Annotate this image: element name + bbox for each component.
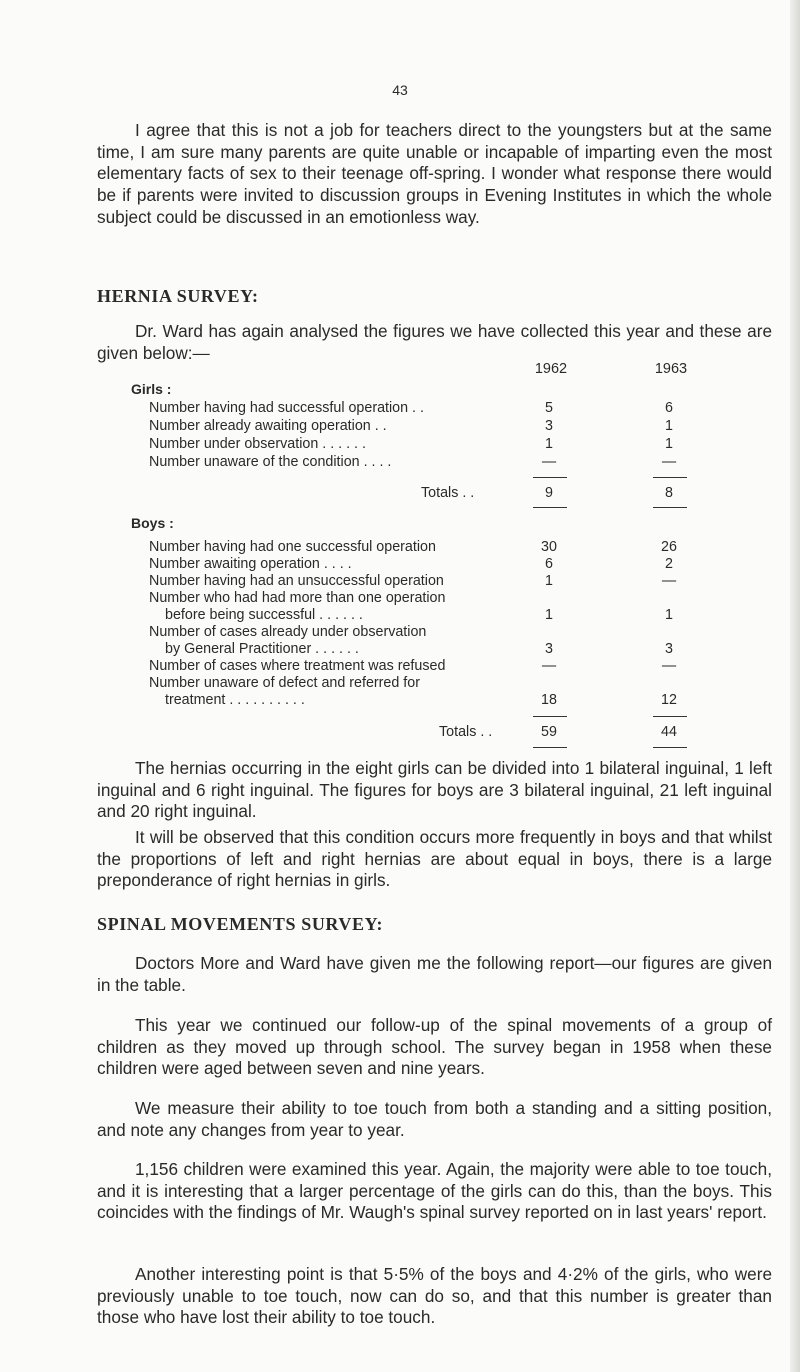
table-row xyxy=(149,675,729,693)
heading-hernia-survey: HERNIA SURVEY: xyxy=(97,286,259,306)
value-1962: 1 xyxy=(545,607,553,623)
row-label: Number unaware of the condition . . . . xyxy=(149,454,392,470)
paragraph-spinal-results: 1,156 children were examined this year. Again, the majority were able to toe touch, and it is interesting that a larger percentage of the girls can do this, than the boys. This coincides with the findings of Mr. Waugh's spinal survey reported on in last years' report. xyxy=(97,1159,772,1223)
value-1962: 6 xyxy=(545,556,553,572)
value-1963: — xyxy=(661,454,677,470)
paragraph-hernia-types: The hernias occurring in the eight girls can be divided into 1 bilateral inguinal, 1 left inguinal and 6 right inguinal. The figures for boys are 3 bilateral inguinal, 21 left inguinal and 20 right inguinal. xyxy=(97,758,772,822)
value-1962: 1 xyxy=(545,573,553,589)
totals-rule xyxy=(533,477,567,478)
total-1962: 9 xyxy=(545,485,553,501)
paragraph-spinal-measure: We measure their ability to toe touch from both a standing and a sitting position, and note any changes from year to year. xyxy=(97,1098,772,1140)
totals-label: Totals . . xyxy=(439,724,493,740)
boys-section-title: Boys : xyxy=(131,515,174,531)
row-label: Number of cases already under observation xyxy=(149,624,427,640)
row-label: before being successful . . . . . . xyxy=(165,607,363,623)
row-label: Number under observation . . . . . . xyxy=(149,436,366,452)
totals-rule xyxy=(653,507,687,508)
totals-rule xyxy=(653,477,687,478)
table-row xyxy=(149,607,729,625)
totals-rule xyxy=(653,716,687,717)
row-label: treatment . . . . . . . . . . xyxy=(165,692,305,708)
value-1963: 1 xyxy=(665,607,673,623)
row-label: Number having had one successful operation xyxy=(149,539,436,555)
total-1962: 59 xyxy=(541,724,557,740)
paragraph-spinal-report: Doctors More and Ward have given me the following report—our figures are given in the table. xyxy=(97,953,772,995)
boys-totals-row xyxy=(149,724,729,742)
value-1963: — xyxy=(661,573,677,589)
table-row xyxy=(149,556,729,574)
table-row xyxy=(149,400,729,418)
value-1963: 1 xyxy=(665,418,673,434)
table-year-1962: 1962 xyxy=(534,361,568,377)
value-1962: — xyxy=(541,454,557,470)
table-row xyxy=(149,624,729,642)
table-row xyxy=(149,590,729,608)
value-1962: 30 xyxy=(541,539,557,555)
row-label: Number unaware of defect and referred for xyxy=(149,675,420,691)
value-1963: 12 xyxy=(661,692,677,708)
value-1962: 5 xyxy=(545,400,553,416)
value-1963: 6 xyxy=(665,400,673,416)
row-label: Number of cases where treatment was refused xyxy=(149,658,446,674)
paragraph-sex-education: I agree that this is not a job for teachers direct to the youngsters but at the same time, I am sure many parents are quite unable or incapable of imparting even the most elementary facts of sex to their teenage off-spring. I wonder what response there would be if parents were invited to discussion groups in Evening Institutes in which the whole subject could be discussed in an emotionless way. xyxy=(97,120,772,227)
row-label: Number having had successful operation . . xyxy=(149,400,424,416)
row-label: Number awaiting operation . . . . xyxy=(149,556,352,572)
value-1963: 2 xyxy=(665,556,673,572)
girls-section-title: Girls : xyxy=(131,381,172,397)
total-1963: 44 xyxy=(661,724,677,740)
girls-totals-row xyxy=(149,485,729,503)
row-label: Number already awaiting operation . . xyxy=(149,418,387,434)
value-1962: 18 xyxy=(541,692,557,708)
table-row xyxy=(149,692,729,710)
table-row xyxy=(149,658,729,676)
totals-rule xyxy=(653,747,687,748)
value-1963: 26 xyxy=(661,539,677,555)
value-1963: — xyxy=(661,658,677,674)
page-number: 43 xyxy=(392,82,408,98)
totals-rule xyxy=(533,747,567,748)
paragraph-hernia-observation: It will be observed that this condition occurs more frequently in boys and that whilst the proportions of left and right hernias are about equal in boys, there is a large preponderance of right hernias in girls. xyxy=(97,827,772,891)
table-row xyxy=(149,454,729,472)
table-row xyxy=(149,573,729,591)
table-row xyxy=(149,641,729,659)
paragraph-hernia-intro: Dr. Ward has again analysed the figures we have collected this year and these are given below:— xyxy=(97,321,772,363)
total-1963: 8 xyxy=(665,485,673,501)
totals-rule xyxy=(533,716,567,717)
value-1963: 1 xyxy=(665,436,673,452)
value-1962: — xyxy=(541,658,557,674)
totals-rule xyxy=(533,507,567,508)
table-row xyxy=(149,418,729,436)
row-label: Number who had had more than one operation xyxy=(149,590,446,606)
page-edge xyxy=(790,0,800,1372)
paragraph-spinal-interesting-point: Another interesting point is that 5·5% of the boys and 4·2% of the girls, who were previously unable to toe touch, now can do so, and that this number is greater than those who have lost their ability to toe touch. xyxy=(97,1264,772,1328)
row-label: by General Practitioner . . . . . . xyxy=(165,641,359,657)
table-row xyxy=(149,436,729,454)
value-1962: 3 xyxy=(545,641,553,657)
totals-label: Totals . . xyxy=(421,485,475,501)
heading-spinal-movements-survey: SPINAL MOVEMENTS SURVEY: xyxy=(97,914,384,934)
value-1962: 1 xyxy=(545,436,553,452)
value-1962: 3 xyxy=(545,418,553,434)
table-year-1963: 1963 xyxy=(654,361,688,377)
row-label: Number having had an unsuccessful operation xyxy=(149,573,444,589)
paragraph-spinal-followup: This year we continued our follow-up of the spinal movements of a group of children as they moved up through school. The survey began in 1958 when these children were aged between seven and nine years. xyxy=(97,1015,772,1079)
value-1963: 3 xyxy=(665,641,673,657)
table-row xyxy=(149,539,729,557)
